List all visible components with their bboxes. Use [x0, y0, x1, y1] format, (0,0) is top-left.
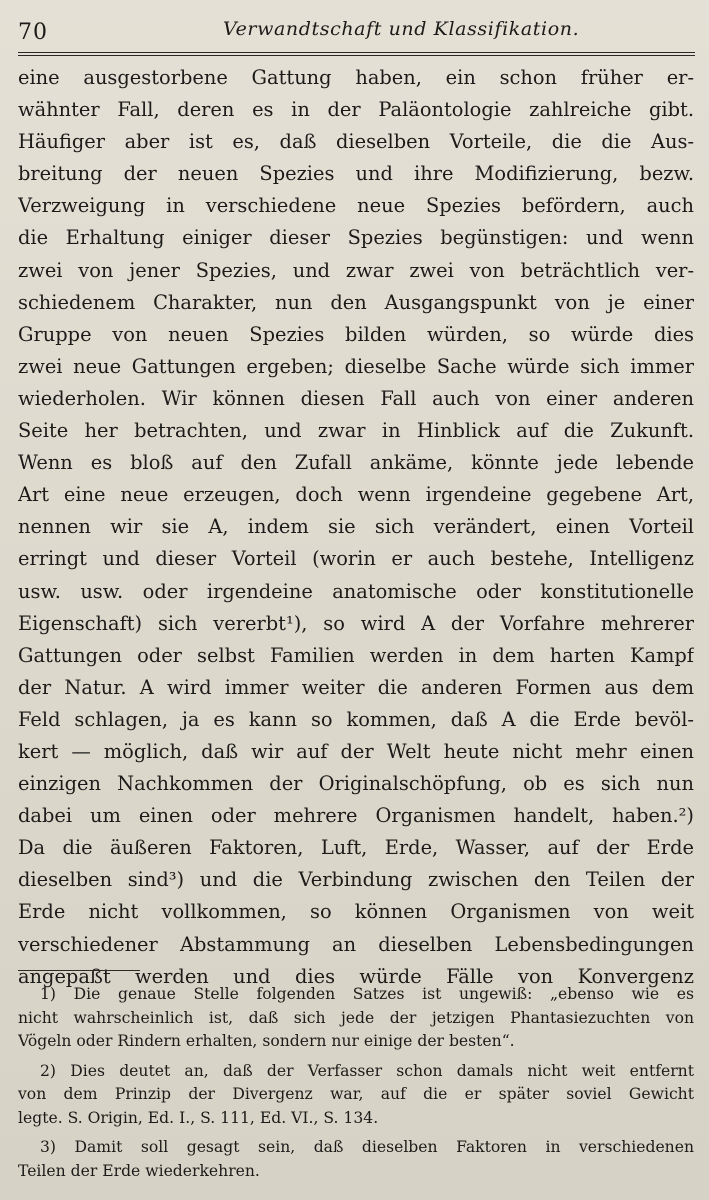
- text-line: eine ausgestorbene Gattung haben, ein schon früher er-: [18, 66, 694, 89]
- footnote-line: von dem Prinzip der Divergenz war, auf die er später soviel Gewicht: [18, 1085, 694, 1103]
- text-line: erringt und dieser Vorteil (worin er auch bestehe, Intelligenz: [18, 547, 694, 571]
- footnote-line: Teilen der Erde wiederkehren.: [18, 1161, 260, 1180]
- footnote-line: 2) Dies deutet an, daß der Verfasser schon damals nicht weit entfernt: [40, 1061, 694, 1080]
- page-header: [18, 10, 695, 56]
- text-line: dabei um einen oder mehrere Organismen handelt, haben.²): [18, 804, 694, 828]
- footnote-line: Vögeln oder Rindern erhalten, sondern nur einige der besten“.: [18, 1032, 515, 1050]
- footnote-line: nicht wahrscheinlich ist, daß sich jede der jetzigen Phantasiezuchten von: [18, 1008, 694, 1027]
- text-line: kert — möglich, daß wir auf der Welt heute nicht mehr einen: [18, 739, 694, 763]
- text-line: Erde nicht vollkommen, so können Organismen von weit: [18, 900, 694, 924]
- footnote-1: [18, 983, 694, 1054]
- text-line: schiedenem Charakter, nun den Ausgangspunkt von je einer: [18, 290, 694, 314]
- footnote-line: 3) Damit soll gesagt sein, daß dieselben Faktoren in verschiedenen: [40, 1138, 694, 1156]
- footnotes: [18, 983, 694, 1183]
- text-line: verschiedener Abstammung an dieselben Lebensbedingungen: [18, 932, 694, 956]
- text-line: Gruppe von neuen Spezies bilden würden, so würde dies: [18, 322, 694, 346]
- body-text: [18, 62, 694, 993]
- text-line: Art eine neue erzeugen, doch wenn irgendeine gegebene Art,: [18, 483, 694, 507]
- text-line: Seite her betrachten, und zwar in Hinblick auf die Zukunft.: [18, 419, 694, 443]
- text-line: zwei von jener Spezies, und zwar zwei von beträchtlich ver-: [18, 258, 694, 282]
- running-head: Verwandtschaft und Klassifikation.: [223, 18, 580, 40]
- text-line: breitung der neuen Spezies und ihre Modifizierung, bezw.: [18, 162, 694, 186]
- text-line: Häufiger aber ist es, daß dieselben Vorteile, die die Aus-: [18, 130, 694, 154]
- text-line: Verzweigung in verschiedene neue Spezies befördern, auch: [18, 194, 694, 218]
- header-rule: [18, 52, 695, 56]
- footnote-3: [18, 1136, 694, 1183]
- text-line: zwei neue Gattungen ergeben; dieselbe Sache würde sich immer: [18, 354, 694, 378]
- footnote-line: 1) Die genaue Stelle folgenden Satzes ist ungewiß: „ebenso wie es: [40, 985, 694, 1003]
- text-line: die Erhaltung einiger dieser Spezies begünstigen: und wenn: [18, 226, 694, 250]
- text-line: angepaßt werden und dies würde Fälle von Konvergenz: [18, 964, 694, 988]
- text-line: einzigen Nachkommen der Originalschöpfung, ob es sich nun: [18, 772, 694, 796]
- text-line: der Natur. A wird immer weiter die anderen Formen aus dem: [18, 675, 694, 699]
- text-line: Gattungen oder selbst Familien werden in dem harten Kampf: [18, 643, 694, 667]
- text-line: Feld schlagen, ja es kann so kommen, daß A die Erde bevöl-: [18, 707, 694, 731]
- text-line: Wenn es bloß auf den Zufall ankäme, könnte jede lebende: [18, 451, 694, 475]
- footnote-2: [18, 1060, 694, 1131]
- text-line: dieselben sind³) und die Verbindung zwischen den Teilen der: [18, 868, 694, 892]
- text-line: usw. usw. oder irgendeine anatomische oder konstitutionelle: [18, 579, 694, 603]
- footnote-line: legte. S. Origin, Ed. I., S. 111, Ed. VI., S. 134.: [18, 1108, 379, 1127]
- text-line: Da die äußeren Faktoren, Luft, Erde, Wasser, auf der Erde: [18, 836, 694, 860]
- footnote-rule: [18, 970, 140, 971]
- text-line: wiederholen. Wir können diesen Fall auch von einer anderen: [18, 386, 694, 410]
- text-line: Eigenschaft) sich vererbt¹), so wird A der Vorfahre mehrerer: [18, 611, 694, 635]
- text-line: wähnter Fall, deren es in der Paläontologie zahlreiche gibt.: [18, 98, 694, 122]
- page-number: 70: [18, 20, 48, 45]
- text-line: nennen wir sie A, indem sie sich verändert, einen Vorteil: [18, 515, 694, 539]
